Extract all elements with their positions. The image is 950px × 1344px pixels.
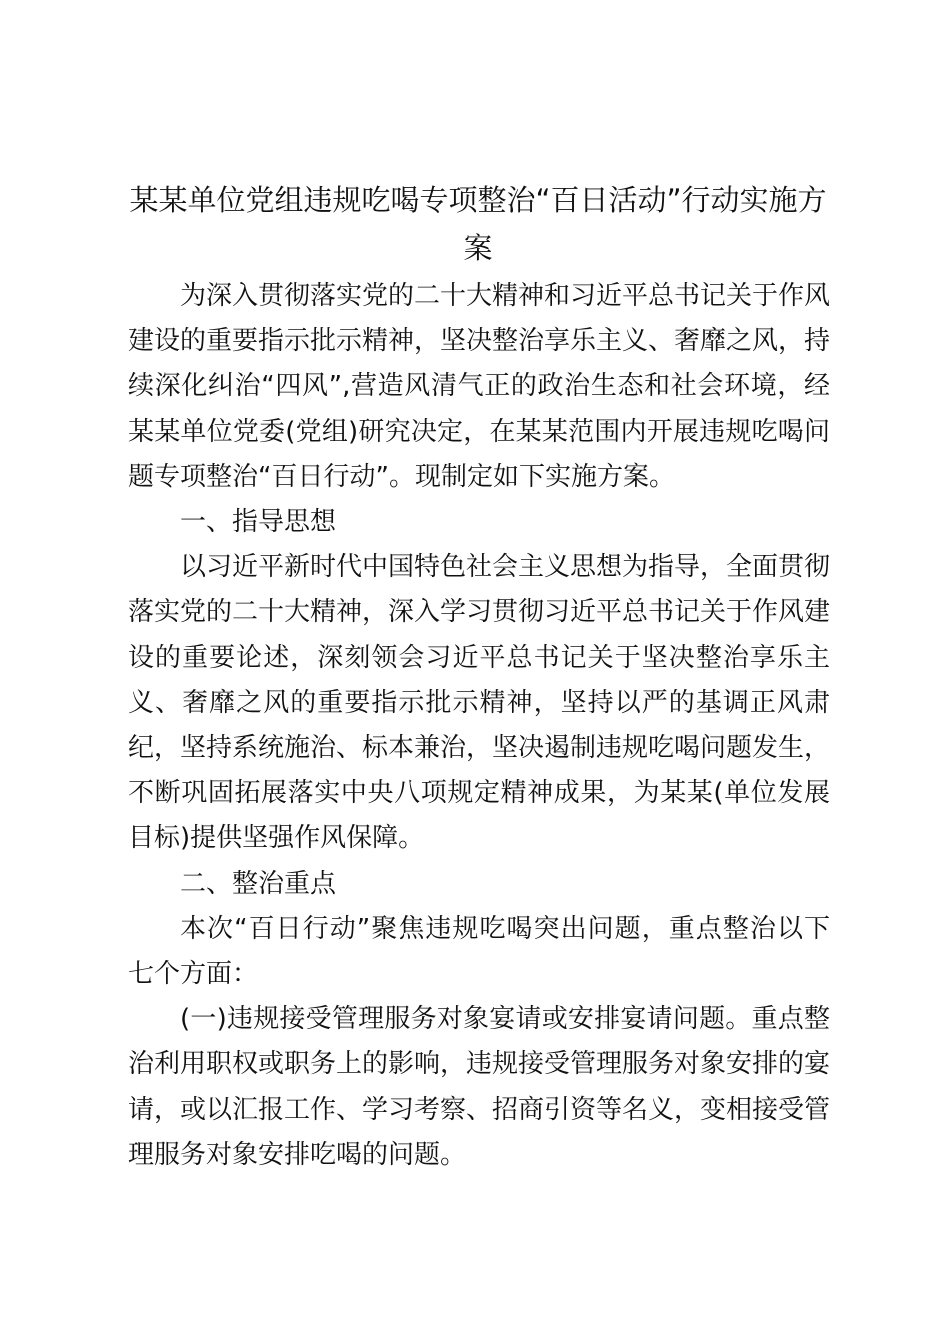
document-body xyxy=(128,274,830,1178)
section-heading-rectification-focus: 二、整治重点 xyxy=(180,868,337,899)
intro-paragraph: 为深入贯彻落实党的二十大精神和习近平总书记关于作风建设的重要指示批示精神，坚决整治享乐主义、奢靡之风，持续深化纠治“四风”,营造风清气正的政治生态和社会环境，经某某单位党委(党组)研究决定，在某某范围内开展违规吃喝问题专项整治“百日行动”。现制定如下实施方案。 xyxy=(128,281,831,492)
section-heading-guiding-ideology: 一、指导思想 xyxy=(180,507,337,538)
rectification-focus-intro-paragraph: 本次“百日行动”聚焦违规吃喝突出问题，重点整治以下七个方面： xyxy=(128,913,830,990)
guiding-ideology-paragraph: 以习近平新时代中国特色社会主义思想为指导，全面贯彻落实党的二十大精神，深入学习贯彻习近平总书记关于作风建设的重要论述，深刻领会习近平总书记关于坚决整治享乐主义、奢靡之风的重要指示批示精神，坚持以严的基调正风肃纪，坚持系统施治、标本兼治，坚决遏制违规吃喝问题发生，不断巩固拓展落实中央八项规定精神成果，为某某(单位发展目标)提供坚强作风保障。 xyxy=(128,552,831,854)
document-title: 某某单位党组违规吃喝专项整治“百日活动”行动实施方案 xyxy=(129,183,827,265)
focus-item-1-paragraph: (一)违规接受管理服务对象宴请或安排宴请问题。重点整治利用职权或职务上的影响，违规接受管理服务对象安排的宴请，或以汇报工作、学习考察、招商引资等名义，变相接受管理服务对象安排吃喝的问题。 xyxy=(128,1004,831,1170)
